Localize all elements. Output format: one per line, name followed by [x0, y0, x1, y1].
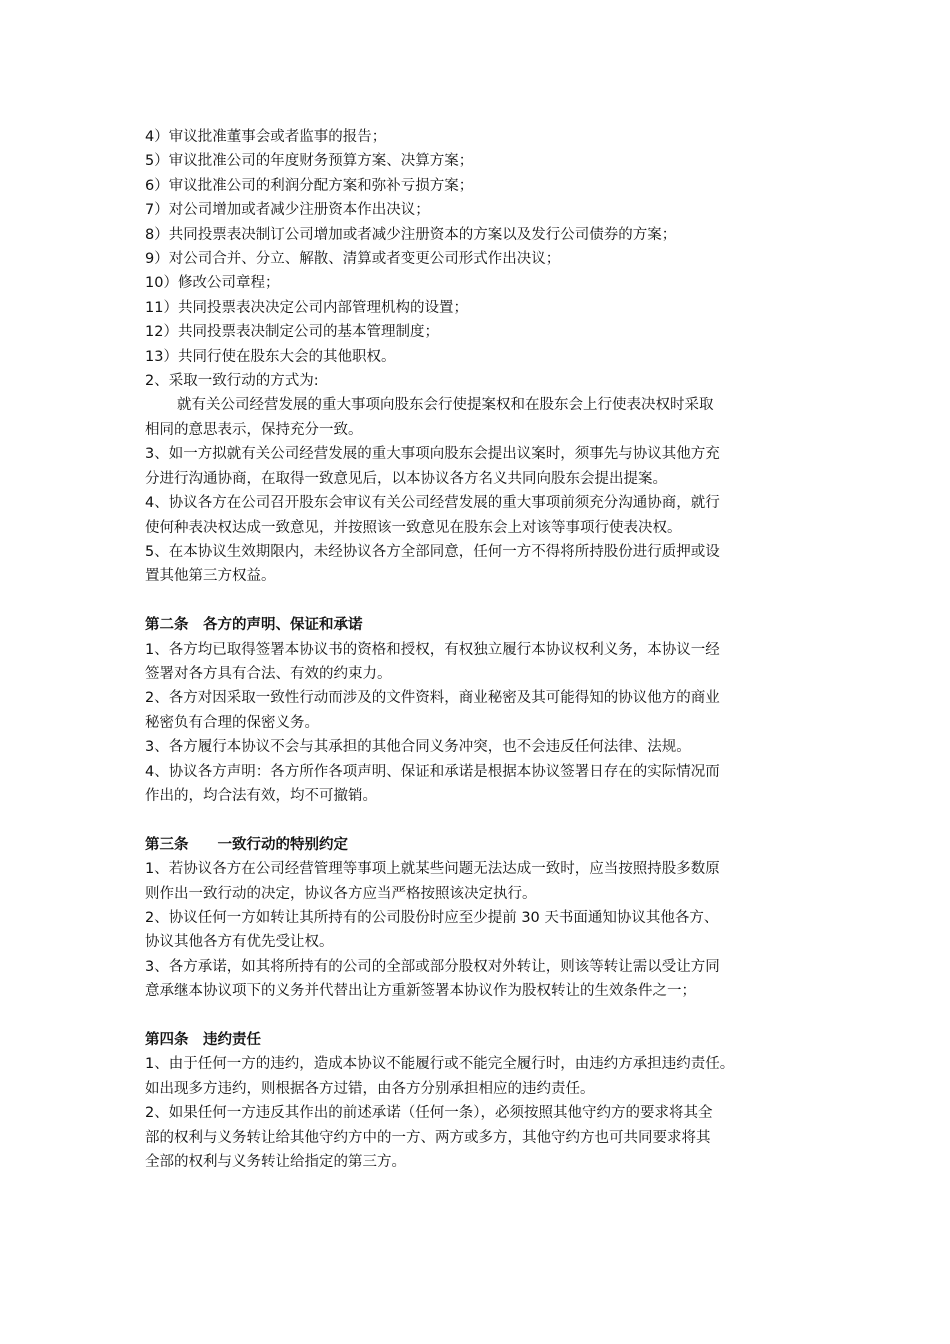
article-3-heading: 第三条 一致行动的特别约定: [145, 836, 348, 853]
paragraph-line: 4、协议各方在公司召开股东会审议有关公司经营发展的重大事项前须充分沟通协商，就行: [145, 495, 720, 512]
list-item: 9）对公司合并、分立、解散、清算或者变更公司形式作出决议；: [145, 251, 561, 268]
spacer: [145, 808, 820, 832]
paragraph-line: 相同的意思表示，保持充分一致。: [145, 421, 363, 438]
paragraph-line: 3、各方承诺，如其将所持有的公司的全部或部分股权对外转让，则该等转让需以受让方同: [145, 958, 720, 975]
list-item: 13）共同行使在股东大会的其他职权。: [145, 348, 396, 365]
spacer: [145, 589, 820, 613]
paragraph-line: 全部的权利与义务转让给指定的第三方。: [145, 1154, 406, 1171]
list-item: 6）审议批准公司的利润分配方案和弥补亏损方案；: [145, 177, 474, 194]
paragraph-line: 意承继本协议项下的义务并代替出让方重新签署本协议作为股权转让的生效条件之一；: [145, 983, 696, 1000]
paragraph-line: 5、在本协议生效期限内，未经协议各方全部同意，任何一方不得将所持股份进行质押或设: [145, 543, 720, 560]
list-item: 12）共同投票表决制定公司的基本管理制度；: [145, 324, 439, 341]
clause-heading: 2、采取一致行动的方式为:: [145, 373, 319, 390]
spacer: [145, 1004, 820, 1028]
paragraph-line: 置其他第三方权益。: [145, 568, 276, 585]
paragraph-line: 如出现多方违约，则根据各方过错，由各方分别承担相应的违约责任。: [145, 1080, 595, 1097]
paragraph-line: 1、各方均已取得签署本协议书的资格和授权，有权独立履行本协议权利义务，本协议一经: [145, 641, 720, 658]
paragraph-line: 秘密负有合理的保密义务。: [145, 714, 319, 731]
list-item: 4）审议批准董事会或者监事的报告；: [145, 129, 387, 145]
paragraph-line: 分进行沟通协商，在取得一致意见后，以本协议各方名义共同向股东会提出提案。: [145, 470, 667, 487]
paragraph-line: 3、各方履行本协议不会与其承担的其他合同义务冲突，也不会违反任何法律、法规。: [145, 739, 691, 756]
paragraph-line: 2、各方对因采取一致性行动而涉及的文件资料，商业秘密及其可能得知的协议他方的商业: [145, 690, 720, 707]
paragraph-line: 使何种表决权达成一致意见，并按照该一致意见在股东会上对该等事项行使表决权。: [145, 519, 682, 536]
article-2-heading: 第二条 各方的声明、保证和承诺: [145, 617, 363, 634]
paragraph-line: 2、如果任何一方违反其作出的前述承诺（任何一条），必须按照其他守约方的要求将其全: [145, 1105, 713, 1122]
list-item: 8）共同投票表决制订公司增加或者减少注册资本的方案以及发行公司债券的方案；: [145, 226, 677, 243]
paragraph-line: 签署对各方具有合法、有效的约束力。: [145, 665, 392, 682]
paragraph-line: 部的权利与义务转让给其他守约方中的一方、两方或多方，其他守约方也可共同要求将其: [145, 1129, 711, 1146]
list-item: 5）审议批准公司的年度财务预算方案、决算方案；: [145, 153, 474, 170]
paragraph-line: 3、如一方拟就有关公司经营发展的重大事项向股东会提出议案时，须事先与协议其他方充: [145, 446, 720, 463]
paragraph-line: 2、协议任何一方如转让其所持有的公司股份时应至少提前 30 天书面通知协议其他各方、: [145, 909, 719, 926]
list-item: 11）共同投票表决决定公司内部管理机构的设置；: [145, 299, 468, 316]
list-item: 10）修改公司章程；: [145, 275, 280, 292]
paragraph-line: 就有关公司经营发展的重大事项向股东会行使提案权和在股东会上行使表决权时采取: [177, 397, 714, 414]
list-item: 7）对公司增加或者减少注册资本作出决议；: [145, 202, 430, 219]
document-body: [145, 125, 820, 1174]
paragraph-line: 协议其他各方有优先受让权。: [145, 934, 334, 951]
paragraph-line: 4、协议各方声明：各方所作各项声明、保证和承诺是根据本协议签署日存在的实际情况而: [145, 763, 720, 780]
paragraph-line: 1、由于任何一方的违约，造成本协议不能履行或不能完全履行时，由违约方承担违约责任。: [145, 1056, 735, 1073]
article-4-heading: 第四条 违约责任: [145, 1031, 261, 1048]
paragraph-line: 则作出一致行动的决定，协议各方应当严格按照该决定执行。: [145, 885, 537, 902]
paragraph-line: 1、若协议各方在公司经营管理等事项上就某些问题无法达成一致时，应当按照持股多数原: [145, 861, 720, 878]
paragraph-line: 作出的，均合法有效，均不可撤销。: [145, 787, 377, 804]
